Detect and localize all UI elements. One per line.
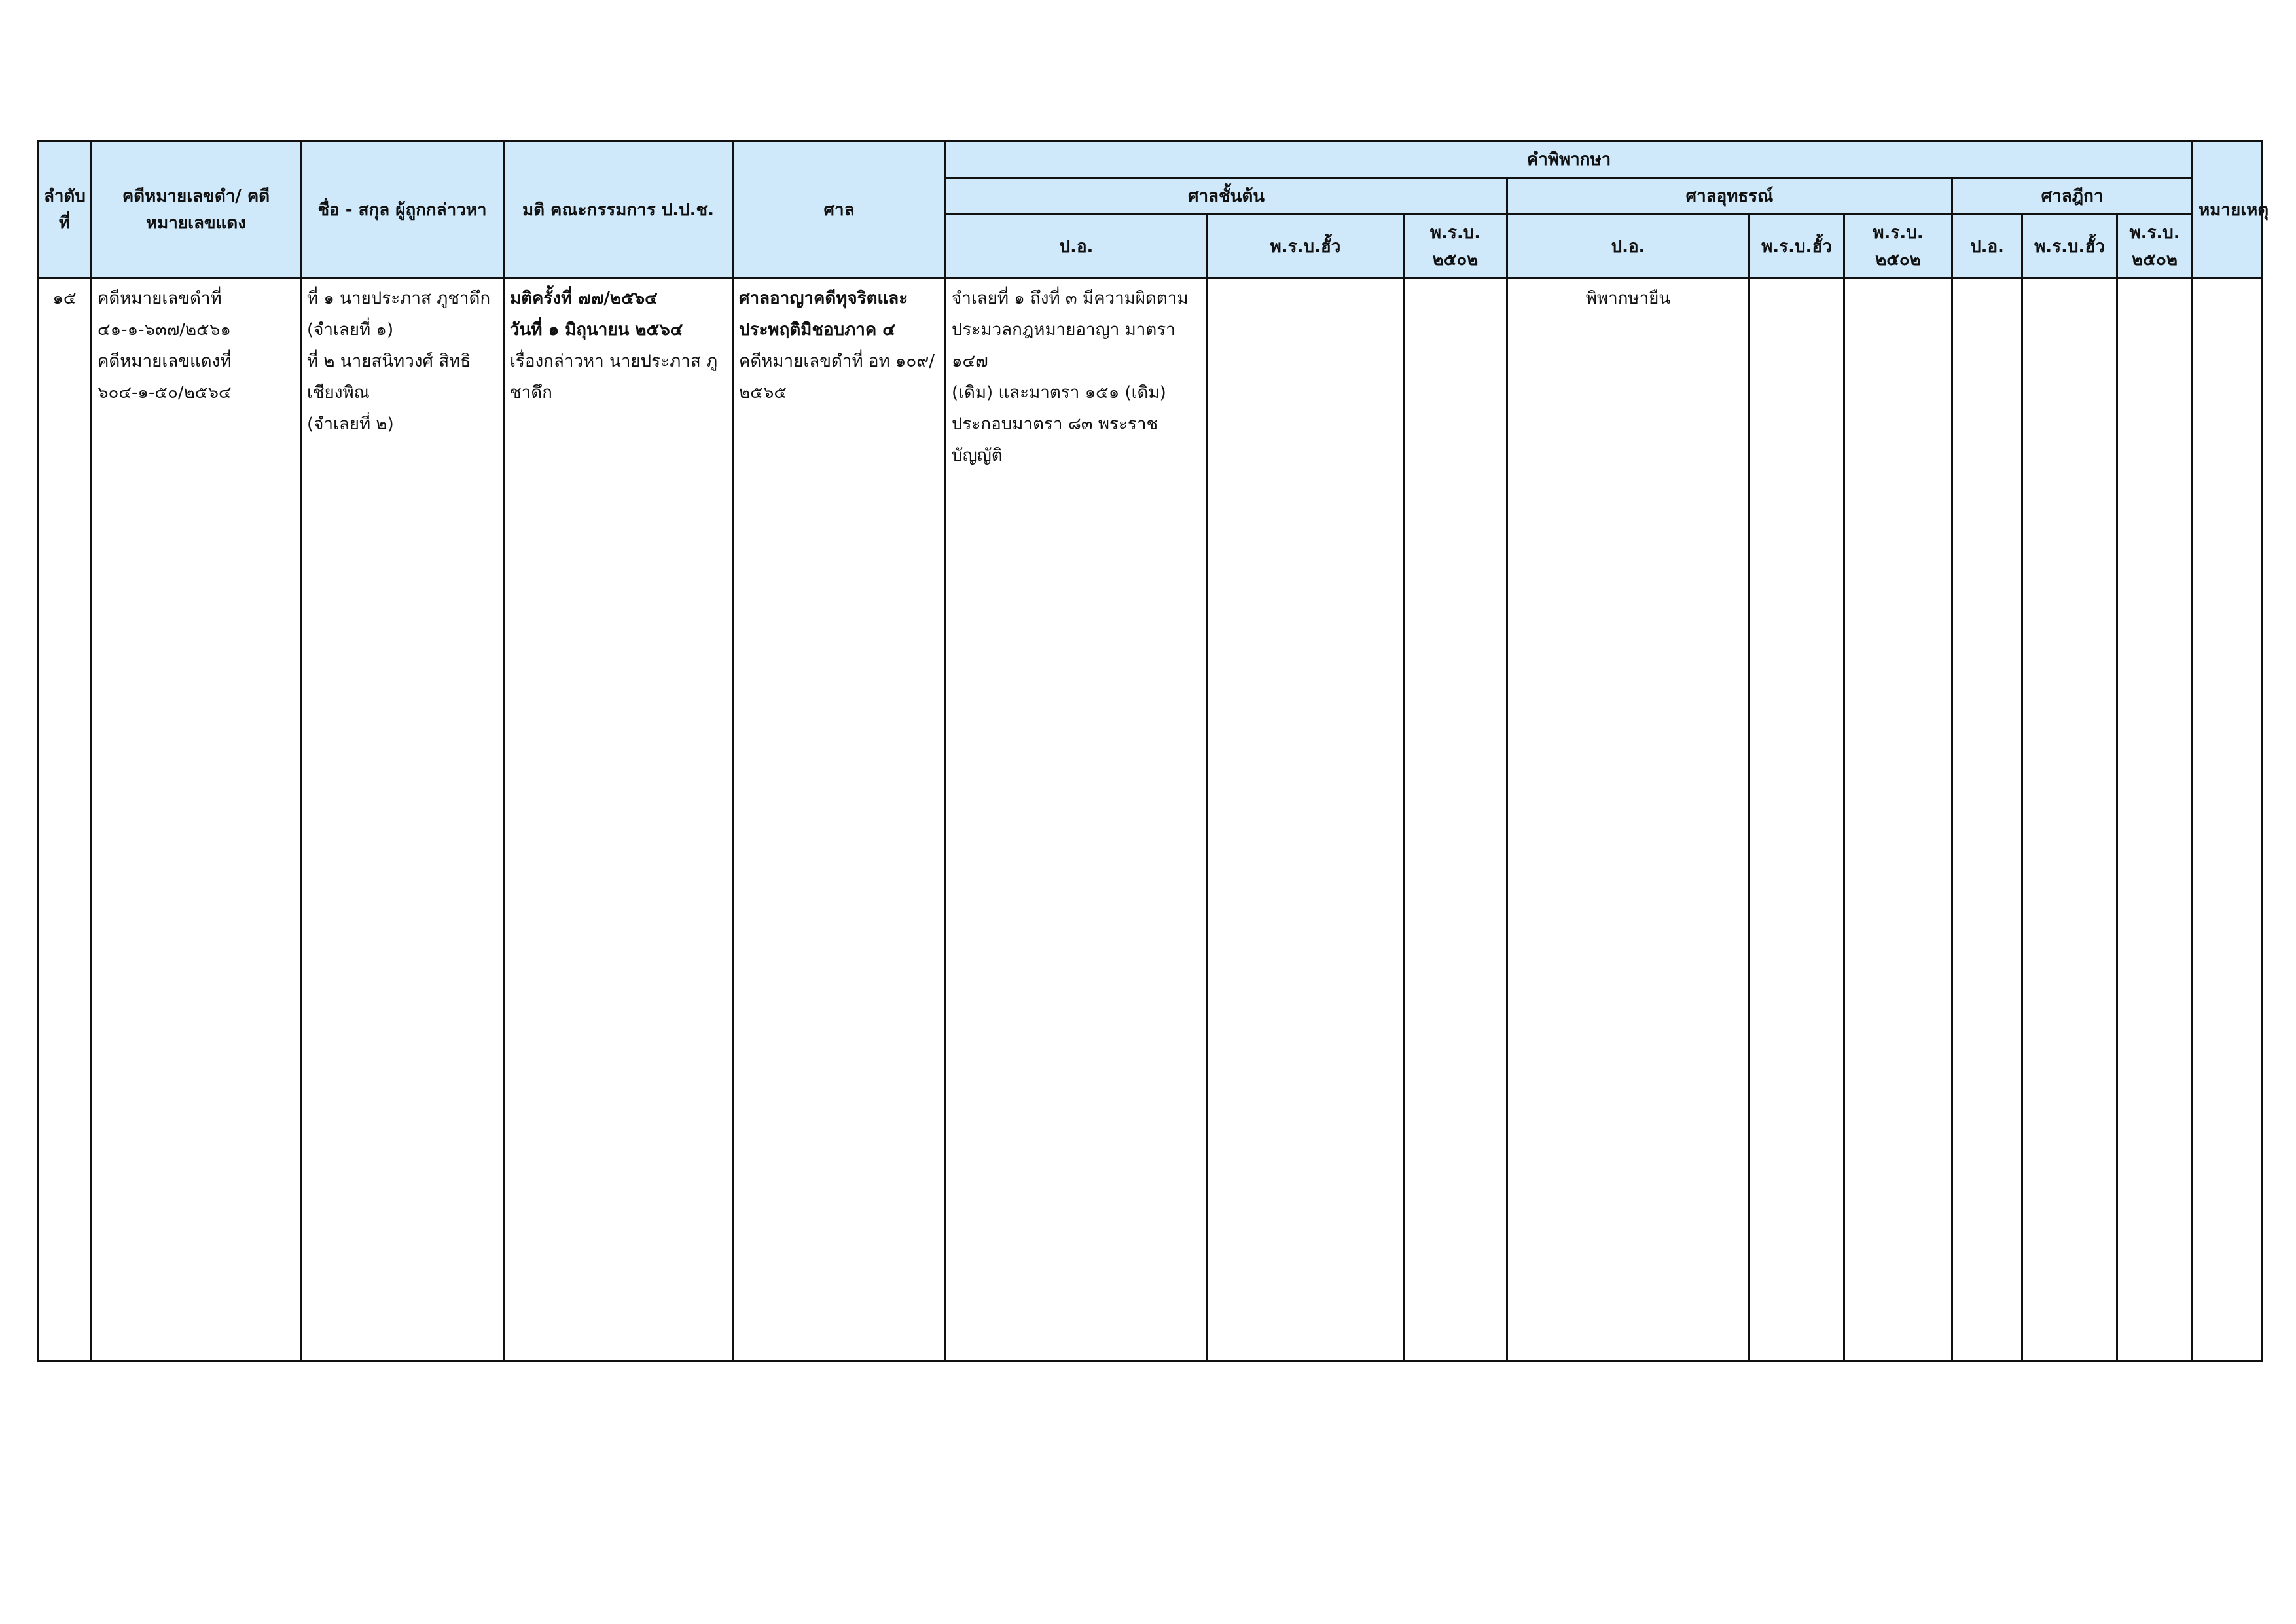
- name-line: (จำเลยที่ ๑): [307, 320, 394, 340]
- name-cell: [301, 278, 504, 1362]
- table-row: [38, 278, 2262, 1362]
- col-remark: หมายเหตุ: [2193, 141, 2262, 278]
- col-name: ชื่อ - สกุล ผู้ถูกกล่าวหา: [301, 141, 504, 278]
- court-line: ๒๕๖๕: [739, 383, 787, 403]
- appeal-act-2502-cell: [1844, 278, 1952, 1362]
- resolution-cell: [504, 278, 733, 1362]
- judgment-line: ประกอบมาตรา ๘๓ พระราชบัญญัติ: [952, 414, 1158, 465]
- col-appeal: ศาลอุทธรณ์: [1507, 178, 1952, 215]
- col-judgment: คำพิพากษา: [946, 141, 2193, 178]
- case-line: คดีหมายเลขดำที่: [98, 289, 222, 308]
- supreme-old-act-cell: [2022, 278, 2117, 1362]
- col-resolution: มติ คณะกรรมการ ป.ป.ช.: [504, 141, 733, 278]
- judgment-line: จำเลยที่ ๑ ถึงที่ ๓ มีความผิดตาม: [952, 289, 1189, 308]
- name-line: เชียงพิณ: [307, 383, 370, 403]
- court-line: ประพฤติมิชอบภาค ๔: [739, 320, 895, 340]
- first-po-cell: [946, 278, 1208, 1362]
- case-line: ๖๐๔-๑-๕๐/๒๕๖๔: [98, 383, 232, 403]
- supreme-act-2502-cell: [2117, 278, 2193, 1362]
- col-first-po: ป.อ.: [946, 215, 1208, 278]
- appeal-po-cell: พิพากษายืน: [1507, 278, 1749, 1362]
- supreme-po-cell: [1952, 278, 2022, 1362]
- resolution-line: วันที่ ๑ มิถุนายน ๒๕๖๔: [510, 320, 683, 340]
- col-appeal-po: ป.อ.: [1507, 215, 1749, 278]
- col-case: คดีหมายเลขดำ/ คดีหมายเลขแดง: [92, 141, 301, 278]
- judgment-line: ประมวลกฎหมายอาญา มาตรา ๑๔๗: [952, 320, 1175, 371]
- col-supreme-po: ป.อ.: [1952, 215, 2022, 278]
- name-line: ที่ ๒ นายสนิทวงศ์ สิทธิ: [307, 352, 471, 371]
- row-no: ๑๕: [38, 278, 92, 1362]
- court-line: ศาลอาญาคดีทุจริตและ: [739, 289, 908, 308]
- col-supreme-old-act: พ.ร.บ.ฮั้ว: [2022, 215, 2117, 278]
- col-no: ลำดับที่: [38, 141, 92, 278]
- col-first-act-2502: พ.ร.บ. ๒๕๐๒: [1404, 215, 1507, 278]
- case-line: ๔๑-๑-๖๓๗/๒๕๖๑: [98, 320, 231, 340]
- col-supreme-act-2502: พ.ร.บ. ๒๕๐๒: [2117, 215, 2193, 278]
- case-line: คดีหมายเลขแดงที่: [98, 352, 232, 371]
- judgment-table: [37, 140, 2269, 1362]
- first-old-act-cell: [1208, 278, 1404, 1362]
- col-appeal-old-act: พ.ร.บ.ฮั้ว: [1749, 215, 1844, 278]
- col-first-old-act: พ.ร.บ.ฮั้ว: [1208, 215, 1404, 278]
- resolution-line: มติครั้งที่ ๗๗/๒๕๖๔: [510, 289, 658, 308]
- appeal-old-act-cell: [1749, 278, 1844, 1362]
- remark-cell: [2193, 278, 2262, 1362]
- court-cell: [733, 278, 946, 1362]
- resolution-line: ชาดึก: [510, 383, 552, 403]
- col-court: ศาล: [733, 141, 946, 278]
- judgment-line: (เดิม) และมาตรา ๑๕๑ (เดิม): [952, 383, 1166, 403]
- col-first-instance: ศาลชั้นต้น: [946, 178, 1507, 215]
- name-line: (จำเลยที่ ๒): [307, 414, 394, 434]
- col-appeal-act-2502: พ.ร.บ. ๒๕๐๒: [1844, 215, 1952, 278]
- case-cell: [92, 278, 301, 1362]
- court-line: คดีหมายเลขดำที่ อท ๑๐๙/: [739, 352, 935, 371]
- first-act-2502-cell: [1404, 278, 1507, 1362]
- resolution-line: เรื่องกล่าวหา นายประภาส ภู: [510, 352, 718, 371]
- name-line: ที่ ๑ นายประภาส ภูชาดึก: [307, 289, 491, 308]
- col-supreme: ศาลฎีกา: [1952, 178, 2193, 215]
